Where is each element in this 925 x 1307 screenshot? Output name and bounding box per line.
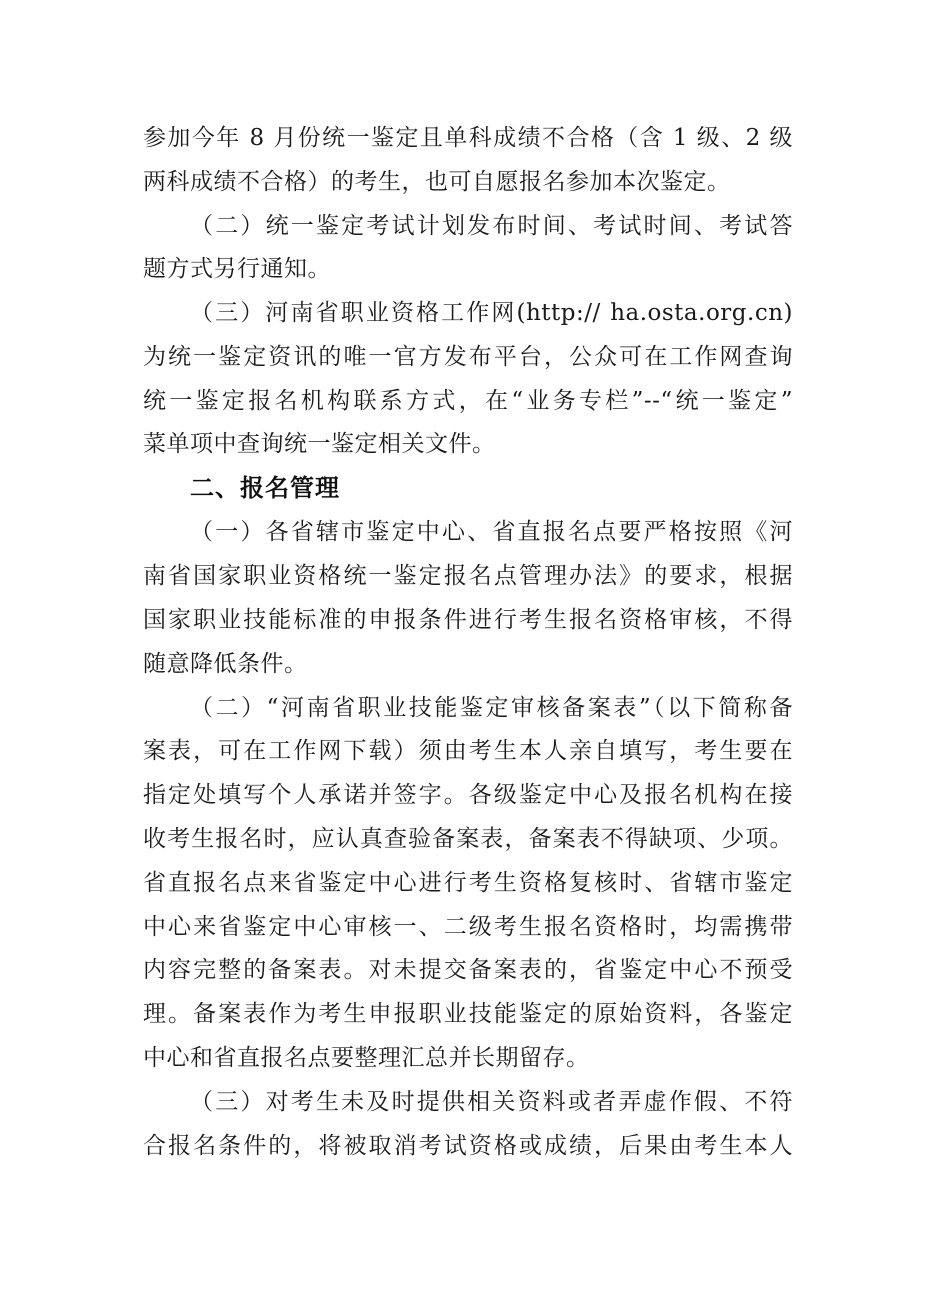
text-line: 合报名条件的，将被取消考试资格或成绩，后果由考生本人 [143, 1133, 793, 1159]
text-line: 理。备案表作为考生申报职业技能鉴定的原始资料，各鉴定 [143, 1001, 793, 1027]
text-line: （一）各省辖市鉴定中心、省直报名点要严格按照《河 [190, 519, 793, 545]
text-line: 省直报名点来省鉴定中心进行考生资格复核时、省辖市鉴定 [143, 870, 793, 896]
text-line: 统一鉴定报名机构联系方式，在“业务专栏”--“统一鉴定” [143, 388, 793, 414]
text-line: 题方式另行通知。 [143, 256, 331, 282]
text-line: 国家职业技能标准的申报条件进行考生报名资格审核，不得 [143, 607, 793, 633]
text-line: （三）河南省职业资格工作网(http:// ha.osta.org.cn) [190, 300, 793, 326]
text-line: 收考生报名时，应认真查验备案表，备案表不得缺项、少项。 [143, 826, 793, 852]
text-line: 参加今年 8 月份统一鉴定且单科成绩不合格（含 1 级、2 级 [143, 125, 793, 151]
text-line: 随意降低条件。 [143, 651, 308, 677]
text-line: （三）对考生未及时提供相关资料或者弄虚作假、不符 [190, 1089, 793, 1115]
text-line: 中心和省直报名点要整理汇总并长期留存。 [143, 1045, 590, 1071]
text-line: 内容完整的备案表。对未提交备案表的，省鉴定中心不预受 [143, 957, 793, 983]
text-line: 为统一鉴定资讯的唯一官方发布平台，公众可在工作网查询 [143, 344, 793, 370]
text-line: 南省国家职业资格统一鉴定报名点管理办法》的要求，根据 [143, 563, 793, 589]
text-line: 案表，可在工作网下载）须由考生本人亲自填写，考生要在 [143, 738, 793, 764]
text-line: 两科成绩不合格）的考生，也可自愿报名参加本次鉴定。 [143, 169, 731, 195]
text-line: 中心来省鉴定中心审核一、二级考生报名资格时，均需携带 [143, 914, 793, 940]
text-line: 菜单项中查询统一鉴定相关文件。 [143, 431, 496, 457]
text-line: 指定处填写个人承诺并签字。各级鉴定中心及报名机构在接 [143, 782, 793, 808]
text-line: （二）统一鉴定考试计划发布时间、考试时间、考试答 [190, 213, 793, 239]
section-heading: 二、报名管理 [190, 474, 340, 502]
text-line: （二）“河南省职业技能鉴定审核备案表”（以下简称备 [190, 695, 793, 721]
